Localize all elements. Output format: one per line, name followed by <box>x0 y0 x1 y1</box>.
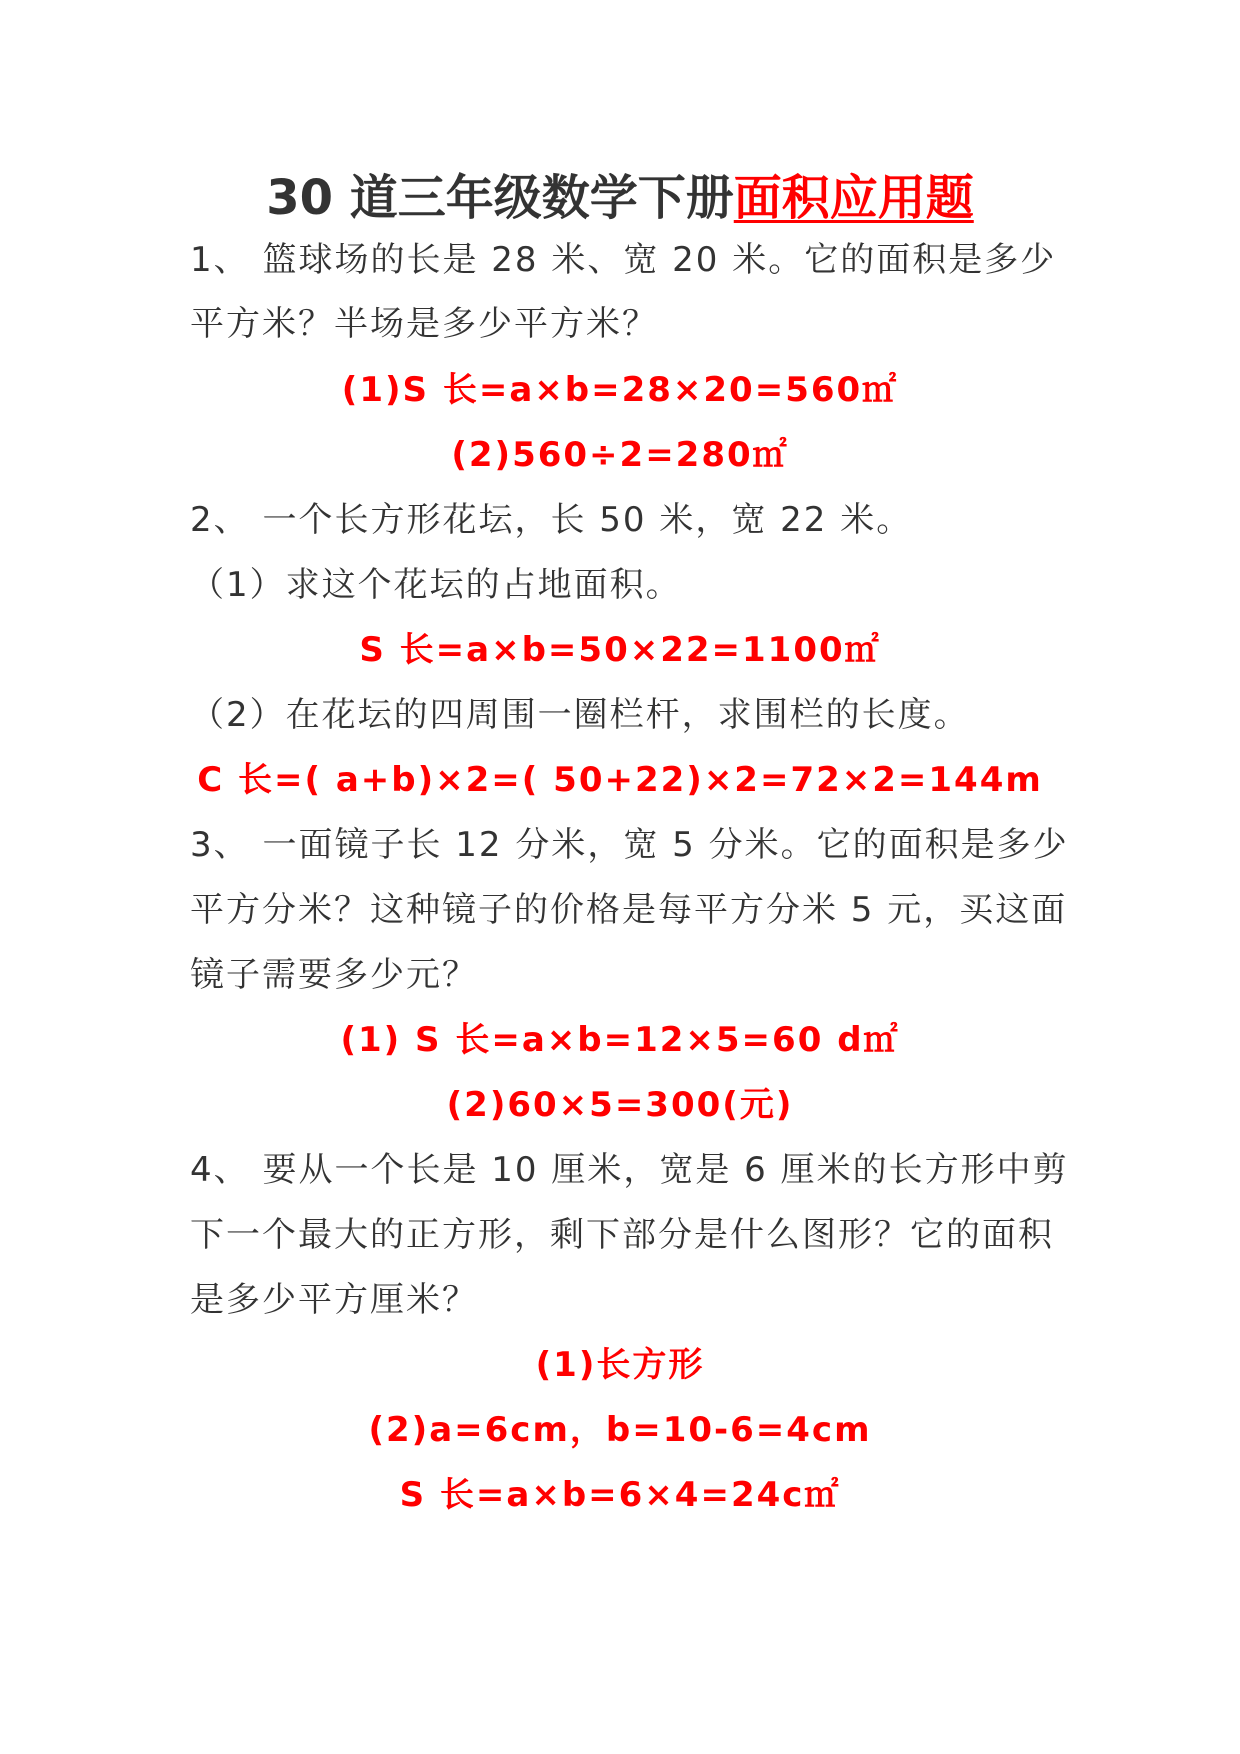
question-1-line-2: 平方米？半场是多少平方米？ <box>190 304 658 344</box>
question-3-line-1: 3、 一面镜子长 12 分米，宽 5 分米。它的面积是多少 <box>190 825 1069 865</box>
question-2-line-1: 2、 一个长方形花坛，长 50 米，宽 22 米。 <box>190 500 913 540</box>
title-highlight: 面积应用题 <box>733 170 974 226</box>
answer-2-part-2: C 长=( a+b)×2=( 50+22)×2=72×2=144m <box>197 760 1043 800</box>
question-3-line-2: 平方分米？这种镜子的价格是每平方分米 5 元，买这面 <box>190 890 1068 930</box>
answer-1-part-1: (1)S 长=a×b=28×20=560㎡ <box>341 370 899 410</box>
question-4-line-3: 是多少平方厘米？ <box>190 1280 478 1320</box>
answer-3-part-1: (1) S 长=a×b=12×5=60 d㎡ <box>340 1020 900 1060</box>
answer-4-part-1: (1)长方形 <box>535 1345 705 1385</box>
question-1-line-1: 1、 篮球场的长是 28 米、宽 20 米。它的面积是多少 <box>190 240 1057 280</box>
question-2-sub-2: （2）在花坛的四周围一圈栏杆，求围栏的长度。 <box>190 695 970 735</box>
question-3-line-3: 镜子需要多少元？ <box>190 955 478 995</box>
answer-3-part-2: (2)60×5=300(元) <box>446 1085 794 1125</box>
answer-1-part-2: (2)560÷2=280㎡ <box>451 435 789 475</box>
answer-4-part-3: S 长=a×b=6×4=24c㎡ <box>399 1475 841 1515</box>
answer-2-part-1: S 长=a×b=50×22=1100㎡ <box>359 630 881 670</box>
question-2-sub-1: （1）求这个花坛的占地面积。 <box>190 565 682 605</box>
title-main: 30 道三年级数学下册 <box>266 170 734 226</box>
question-4-line-2: 下一个最大的正方形，剩下部分是什么图形？它的面积 <box>190 1215 1054 1255</box>
page-title <box>0 168 1240 228</box>
question-4-line-1: 4、 要从一个长是 10 厘米，宽是 6 厘米的长方形中剪 <box>190 1150 1069 1190</box>
answer-4-part-2: (2)a=6cm，b=10-6=4cm <box>368 1410 872 1450</box>
